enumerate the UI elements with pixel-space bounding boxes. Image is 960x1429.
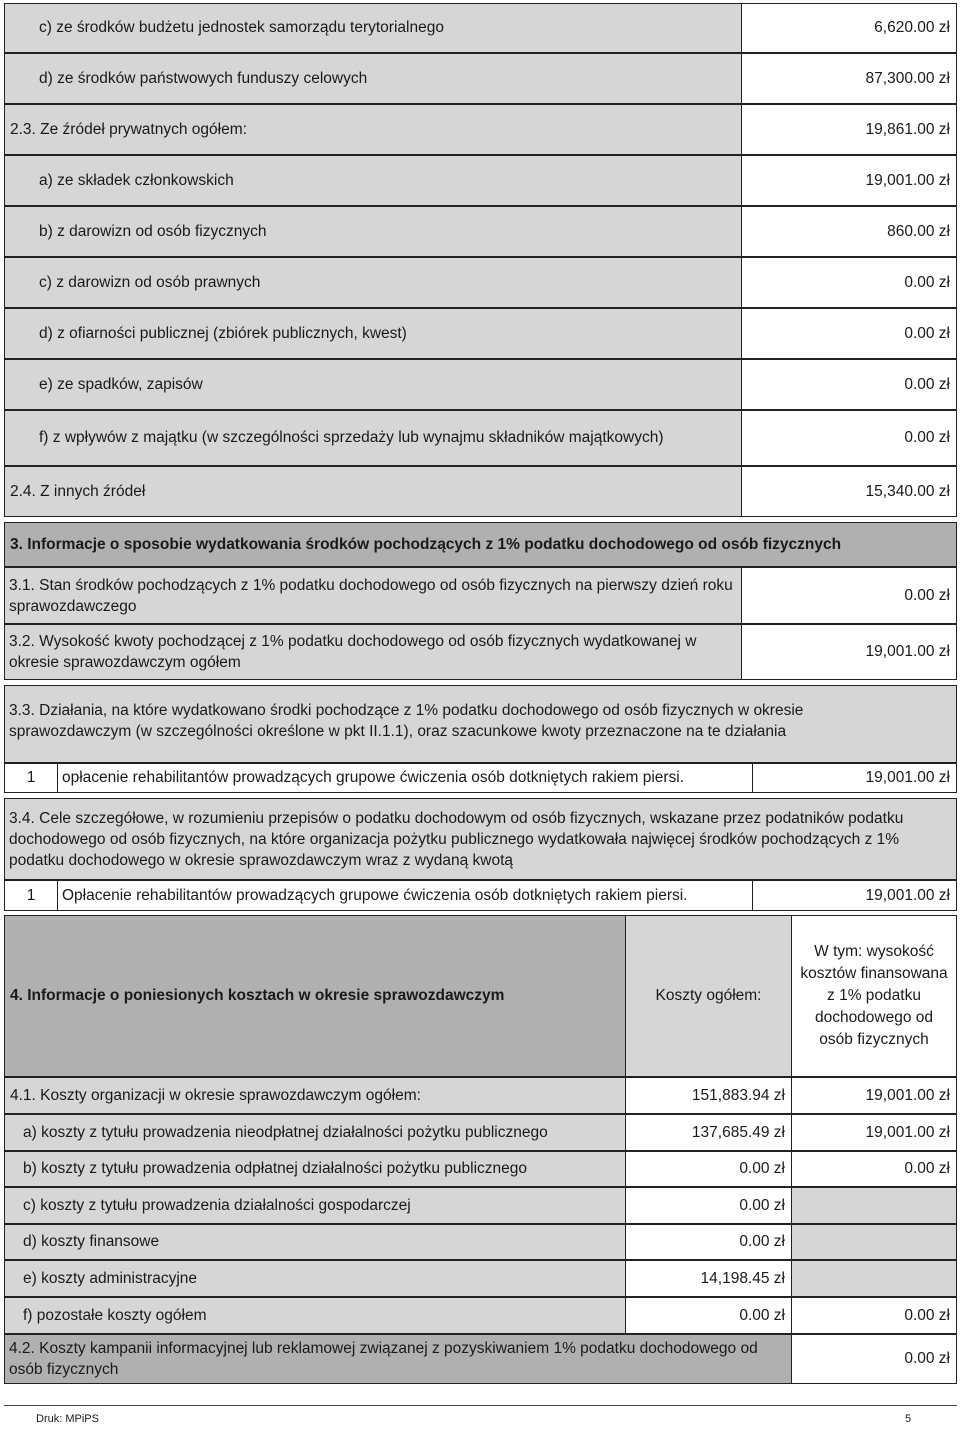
row-1pct-empty (791, 1260, 957, 1297)
table-row (4, 257, 957, 308)
row-value: 0.00 zł (741, 308, 957, 359)
row-label: f) z wpływów z majątku (w szczególności sprzedaży lub wynajmu składników majątkowych) (4, 410, 742, 466)
table-row (4, 1077, 957, 1114)
row-value: 19,861.00 zł (741, 104, 957, 155)
row-label: a) ze składek członkowskich (4, 155, 742, 206)
row-value: 0.00 zł (741, 257, 957, 308)
row-label: 3.3. Działania, na które wydatkowano środki pochodzące z 1% podatku dochodowego od osób fizycznych w okresie sprawozdawczym (w szczególności określone w pkt II.1.1), oraz szacunkowe kwoty przeznaczone na te działania (4, 685, 957, 763)
row-label: 3.4. Cele szczegółowe, w rozumieniu przepisów o podatku dochodowym od osób fizycznych, wskazane przez podatników podatku dochodowego od osób fizycznych, na które organizacja pożytku publicznego wydatkowała najwięcej środków pochodzących z 1% podatku dochodowego w okresie sprawozdawczym wraz z wydaną kwotą (4, 798, 957, 880)
table-row (4, 624, 957, 680)
table-row (4, 3, 957, 53)
row-value: 87,300.00 zł (741, 53, 957, 104)
table-row (4, 104, 957, 155)
row-label: e) koszty administracyjne (4, 1260, 626, 1297)
item-value: 19,001.00 zł (752, 880, 957, 911)
item-number: 1 (4, 763, 58, 793)
row-total: 137,685.49 zł (625, 1114, 792, 1151)
row-label: 2.4. Z innych źródeł (4, 466, 742, 517)
row-value: 19,001.00 zł (741, 155, 957, 206)
row-total: 151,883.94 zł (625, 1077, 792, 1114)
row-total: 0.00 zł (625, 1151, 792, 1187)
table-row (4, 410, 957, 466)
table-row (4, 308, 957, 359)
row-label: b) koszty z tytułu prowadzenia odpłatnej działalności pożytku publicznego (4, 1151, 626, 1187)
footer-divider (4, 1405, 957, 1406)
section-4-header (4, 915, 957, 1077)
table-row (4, 466, 957, 517)
item-value: 19,001.00 zł (752, 763, 957, 793)
row-value: 0.00 zł (741, 567, 957, 624)
row-value: 0.00 zł (741, 410, 957, 466)
table-row (4, 155, 957, 206)
row-value: 860.00 zł (741, 206, 957, 257)
table-row (4, 1260, 957, 1297)
table-row (4, 359, 957, 410)
section-3-header (4, 522, 957, 567)
row-1pct: 0.00 zł (791, 1297, 957, 1334)
row-label: d) ze środków państwowych funduszy celowych (4, 53, 742, 104)
item-label: Opłacenie rehabilitantów prowadzących grupowe ćwiczenia osób dotkniętych rakiem piersi. (57, 880, 753, 911)
row-value: 19,001.00 zł (741, 624, 957, 680)
table-row (4, 685, 957, 763)
table-row (4, 1334, 957, 1384)
row-total: 0.00 zł (625, 1224, 792, 1260)
row-label: 3.2. Wysokość kwoty pochodzącej z 1% podatku dochodowego od osób fizycznych wydatkowanej w okresie sprawozdawczym ogółem (4, 624, 742, 680)
table-row (4, 53, 957, 104)
row-label: c) koszty z tytułu prowadzenia działalności gospodarczej (4, 1187, 626, 1224)
row-label: 4.1. Koszty organizacji w okresie sprawozdawczym ogółem: (4, 1077, 626, 1114)
row-total: 0.00 zł (625, 1187, 792, 1224)
table-row (4, 1187, 957, 1224)
row-label: e) ze spadków, zapisów (4, 359, 742, 410)
row-1pct-empty (791, 1224, 957, 1260)
table-row (4, 206, 957, 257)
section-3-title: 3. Informacje o sposobie wydatkowania środków pochodzących z 1% podatku dochodowego od osób fizycznych (4, 522, 957, 567)
row-label: 4.2. Koszty kampanii informacyjnej lub reklamowej związanej z pozyskiwaniem 1% podatku dochodowego od osób fizycznych (4, 1334, 792, 1384)
row-label: 3.1. Stan środków pochodzących z 1% podatku dochodowego od osób fizycznych na pierwszy dzień roku sprawozdawczego (4, 567, 742, 624)
table-row (4, 1114, 957, 1151)
row-value: 0.00 zł (791, 1334, 957, 1384)
row-label: a) koszty z tytułu prowadzenia nieodpłatnej działalności pożytku publicznego (4, 1114, 626, 1151)
row-label: b) z darowizn od osób fizycznych (4, 206, 742, 257)
table-row (4, 1297, 957, 1334)
row-1pct: 0.00 zł (791, 1151, 957, 1187)
table-row (4, 567, 957, 624)
row-value: 6,620.00 zł (741, 3, 957, 53)
row-value: 0.00 zł (741, 359, 957, 410)
item-label: opłacenie rehabilitantów prowadzących grupowe ćwiczenia osób dotkniętych rakiem piersi. (57, 763, 753, 793)
list-item (4, 880, 957, 911)
item-number: 1 (4, 880, 58, 911)
list-item (4, 763, 957, 793)
table-row (4, 1151, 957, 1187)
page-number: 5 (905, 1413, 912, 1425)
row-total: 14,198.45 zł (625, 1260, 792, 1297)
row-value: 15,340.00 zł (741, 466, 957, 517)
column-header-1pct: W tym: wysokość kosztów finansowana z 1% podatku dochodowego od osób fizycznych (791, 915, 957, 1077)
table-row (4, 798, 957, 880)
print-label: Druk: MPiPS (36, 1413, 99, 1425)
row-1pct: 19,001.00 zł (791, 1114, 957, 1151)
table-row (4, 1224, 957, 1260)
section-4-title: 4. Informacje o poniesionych kosztach w okresie sprawozdawczym (4, 915, 626, 1077)
row-label: d) z ofiarności publicznej (zbiórek publicznych, kwest) (4, 308, 742, 359)
row-label: 2.3. Ze źródeł prywatnych ogółem: (4, 104, 742, 155)
row-label: c) ze środków budżetu jednostek samorządu terytorialnego (4, 3, 742, 53)
row-label: f) pozostałe koszty ogółem (4, 1297, 626, 1334)
row-1pct: 19,001.00 zł (791, 1077, 957, 1114)
row-label: d) koszty finansowe (4, 1224, 626, 1260)
row-label: c) z darowizn od osób prawnych (4, 257, 742, 308)
row-total: 0.00 zł (625, 1297, 792, 1334)
row-1pct-empty (791, 1187, 957, 1224)
column-header-total: Koszty ogółem: (625, 915, 792, 1077)
